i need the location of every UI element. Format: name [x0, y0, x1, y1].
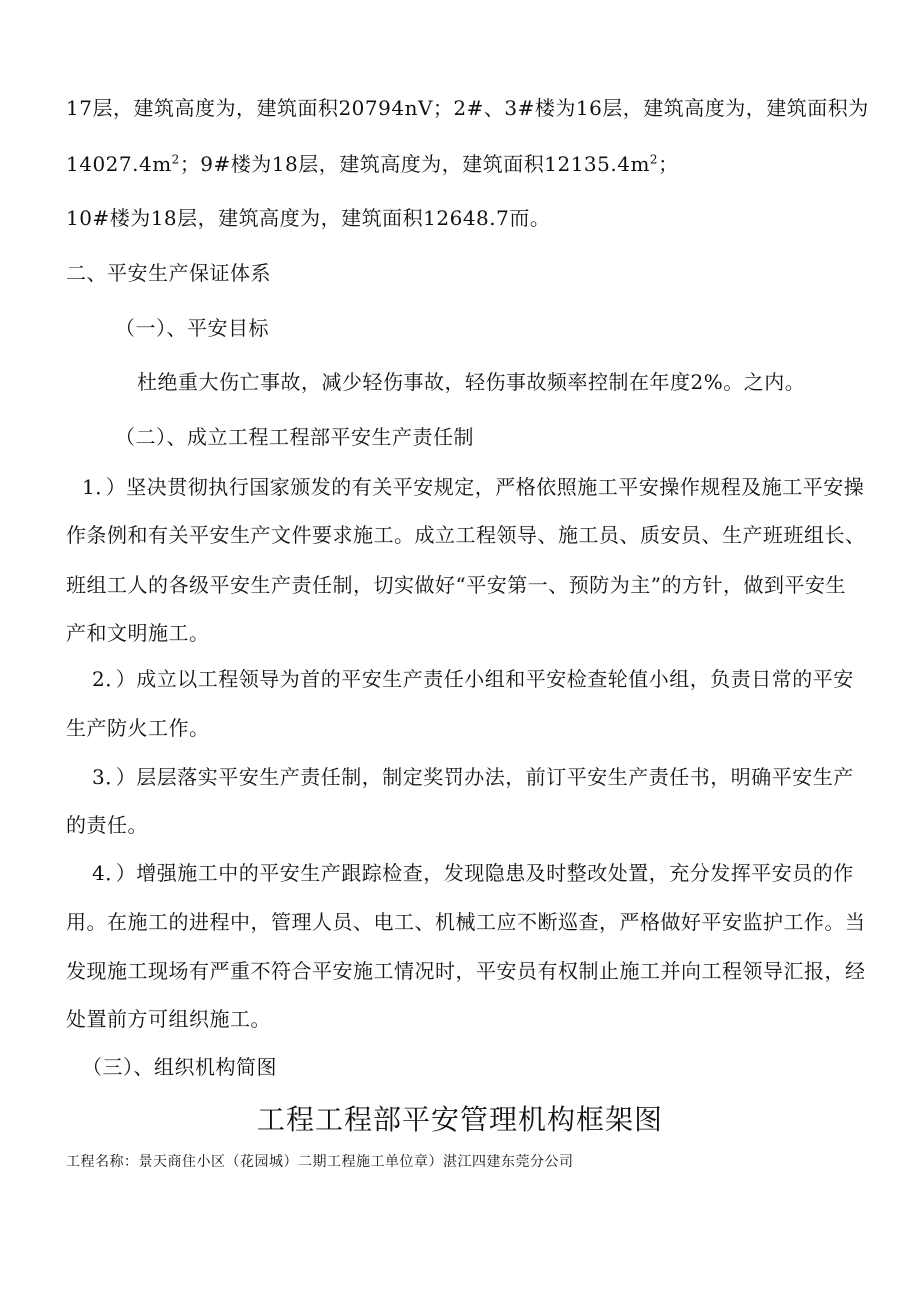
item-2-line-2: 生产防火工作。: [66, 716, 210, 740]
superscript-2b: 2: [649, 152, 659, 167]
intro-line-2: [66, 152, 679, 176]
item-1-line-1: 1．）坚决贯彻执行国家颁发的有关平安规定，严格依照施工平安操作规程及施工平安操: [82, 475, 865, 499]
subsection-two-heading: （二）、成立工程工程部平安生产责任制: [115, 425, 474, 449]
item-4-line-2: 用。在施工的进程中，管理人员、电工、机械工应不断巡查，严格做好平安监护工作。当: [66, 910, 866, 934]
intro-line-1: 17层，建筑高度为，建筑面积20794nV；2#、3#楼为16层，建筑高度为，建筑面积为: [66, 96, 869, 120]
item-2-line-1: 2．）成立以工程领导为首的平安生产责任小组和平安检查轮值小组，负责日常的平安: [92, 667, 854, 691]
intro-area-3: ；: [658, 152, 679, 176]
subsection-one-text: 杜绝重大伤亡事故，减少轻伤事故，轻伤事故频率控制在年度2%。之内。: [137, 370, 806, 394]
project-note: 工程名称：景天商住小区（花园城）二期工程施工单位章）湛江四建东莞分公司: [66, 1154, 574, 1170]
item-4-line-4: 处置前方可组织施工。: [66, 1007, 271, 1031]
intro-area-1: 14027.4m: [66, 152, 172, 176]
item-1-line-2: 作条例和有关平安生产文件要求施工。成立工程领导、施工员、质安员、生产班班组长、: [66, 523, 866, 547]
item-3-line-2: 的责任。: [66, 813, 148, 837]
item-3-line-1: 3．）层层落实平安生产责任制，制定奖罚办法，前订平安生产责任书，明确平安生产: [92, 765, 854, 789]
item-4-line-1: 4．）增强施工中的平安生产跟踪检查，发现隐患及时整改处置，充分发挥平安员的作: [92, 861, 854, 885]
chart-title: 工程工程部平安管理机构框架图: [256, 1103, 663, 1136]
item-4-line-3: 发现施工现场有严重不符合平安施工情况时，平安员有权制止施工并向工程领导汇报，经: [66, 959, 866, 983]
subsection-one-heading: （一）、平安目标: [115, 316, 269, 340]
intro-line-3: 10#楼为18层，建筑高度为，建筑面积12648.7而。: [66, 206, 551, 230]
subsection-three-heading: （三）、组织机构简图: [82, 1055, 277, 1079]
superscript-2: 2: [171, 152, 180, 167]
section-two-heading: 二、平安生产保证体系: [66, 261, 271, 285]
intro-area-2: ；9#楼为18层，建筑高度为，建筑面积12135.4m: [179, 152, 650, 176]
item-1-line-3: 班组工人的各级平安生产责任制，切实做好“平安第一、预防为主”的方针，做到平安生: [66, 573, 846, 597]
item-1-line-4: 产和文明施工。: [66, 621, 210, 645]
